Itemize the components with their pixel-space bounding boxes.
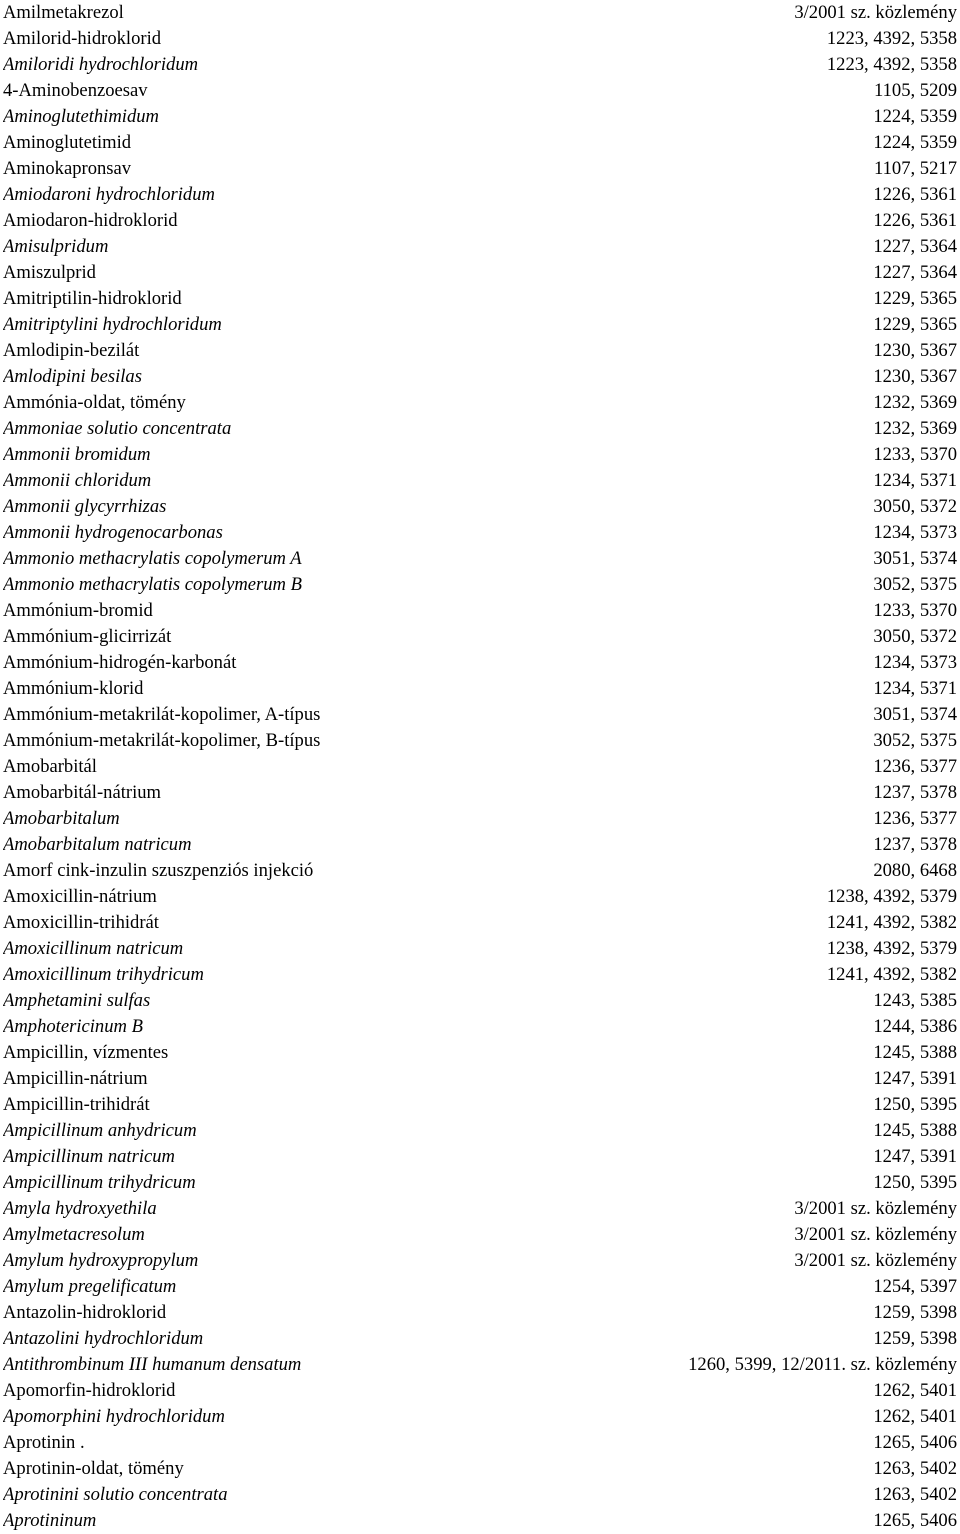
index-entry [3, 650, 957, 676]
index-entry [3, 884, 957, 910]
entry-page-refs: 1226, 5361 [873, 184, 957, 205]
index-entry [3, 754, 957, 780]
index-entry [3, 1118, 957, 1144]
index-entry [3, 1274, 957, 1300]
entry-term: Amlodipin-bezilát [3, 340, 140, 361]
entry-page-refs: 1238, 4392, 5379 [826, 886, 957, 907]
index-entry [3, 780, 957, 806]
index-entry [3, 1378, 957, 1404]
entry-page-refs: 1245, 5388 [873, 1120, 957, 1141]
entry-term: Aminoglutethimidum [3, 106, 159, 127]
entry-term: Aminoglutetimid [3, 132, 132, 153]
entry-page-refs: 1259, 5398 [873, 1302, 957, 1323]
entry-page-refs: 3/2001 sz. közlemény [794, 1224, 957, 1245]
entry-term: Ammónium-hidrogén-karbonát [3, 652, 237, 673]
entry-term: Amphetamini sulfas [3, 990, 151, 1011]
index-entry [3, 546, 957, 572]
entry-term: Amlodipini besilas [3, 366, 142, 387]
index-entry [3, 624, 957, 650]
entry-term: Amitriptilin-hidroklorid [3, 288, 182, 309]
index-entry [3, 1040, 957, 1066]
entry-term: Ammonii hydrogenocarbonas [3, 522, 223, 543]
entry-term: Amobarbitál [3, 756, 97, 777]
index-entry [3, 26, 957, 52]
index-entry [3, 286, 957, 312]
entry-page-refs: 1223, 4392, 5358 [826, 54, 957, 75]
entry-page-refs: 3050, 5372 [873, 626, 957, 647]
index-entry [3, 1196, 957, 1222]
entry-page-refs: 1234, 5371 [873, 470, 957, 491]
index-entry [3, 312, 957, 338]
index-entry [3, 1248, 957, 1274]
entry-page-refs: 1229, 5365 [873, 314, 957, 335]
entry-term: Amobarbitalum natricum [3, 834, 192, 855]
entry-page-refs: 1237, 5378 [873, 834, 957, 855]
index-entry [3, 1482, 957, 1508]
entry-page-refs: 1229, 5365 [873, 288, 957, 309]
entry-page-refs: 1232, 5369 [873, 392, 957, 413]
entry-term: Ammónium-metakrilát-kopolimer, A-típus [3, 704, 321, 725]
entry-term: Ampicillinum anhydricum [3, 1120, 197, 1141]
entry-term: Amobarbitál-nátrium [3, 782, 162, 803]
entry-page-refs: 1244, 5386 [873, 1016, 957, 1037]
entry-page-refs: 1250, 5395 [873, 1094, 957, 1115]
entry-term: Amylum hydroxypropylum [3, 1250, 199, 1271]
index-entry [3, 1092, 957, 1118]
index-entry [3, 858, 957, 884]
index-entry [3, 832, 957, 858]
index-entry [3, 416, 957, 442]
entry-term: Antazolin-hidroklorid [3, 1302, 167, 1323]
entry-page-refs: 1247, 5391 [873, 1068, 957, 1089]
index-entry [3, 988, 957, 1014]
index-entry [3, 468, 957, 494]
entry-page-refs: 3/2001 sz. közlemény [794, 1198, 957, 1219]
index-entry [3, 676, 957, 702]
entry-term: Amyla hydroxyethila [3, 1198, 157, 1219]
entry-term: Apomorfin-hidroklorid [3, 1380, 176, 1401]
entry-term: Amorf cink-inzulin szuszpenziós injekció [3, 860, 314, 881]
entry-page-refs: 1243, 5385 [873, 990, 957, 1011]
index-entry [3, 936, 957, 962]
entry-term: Amoxicillinum trihydricum [3, 964, 204, 985]
index-entry [3, 338, 957, 364]
entry-page-refs: 1234, 5373 [873, 522, 957, 543]
entry-page-refs: 1234, 5373 [873, 652, 957, 673]
entry-page-refs: 1226, 5361 [873, 210, 957, 231]
entry-term: Ampicillinum natricum [3, 1146, 175, 1167]
index-entry [3, 1404, 957, 1430]
index-entry [3, 130, 957, 156]
entry-page-refs: 1224, 5359 [873, 106, 957, 127]
entry-term: Ampicillin-trihidrát [3, 1094, 150, 1115]
entry-page-refs: 1236, 5377 [873, 756, 957, 777]
index-entry [3, 1066, 957, 1092]
entry-term: Ammónium-bromid [3, 600, 153, 621]
drug-index-list [3, 0, 957, 1534]
index-entry [3, 0, 957, 26]
index-entry [3, 1300, 957, 1326]
entry-term: Ammonio methacrylatis copolymerum A [3, 548, 302, 569]
entry-term: Amoxicillin-nátrium [3, 886, 157, 907]
entry-term: Amiodaron-hidroklorid [3, 210, 178, 231]
index-entry [3, 182, 957, 208]
entry-page-refs: 2080, 6468 [873, 860, 957, 881]
entry-term: Aprotinin-oldat, tömény [3, 1458, 184, 1479]
entry-page-refs: 1233, 5370 [873, 444, 957, 465]
entry-page-refs: 3/2001 sz. közlemény [794, 1250, 957, 1271]
entry-term: Amilorid-hidroklorid [3, 28, 162, 49]
index-entry [3, 806, 957, 832]
index-entry [3, 260, 957, 286]
entry-term: Ammoniae solutio concentrata [3, 418, 232, 439]
entry-page-refs: 1234, 5371 [873, 678, 957, 699]
index-entry [3, 572, 957, 598]
index-entry [3, 598, 957, 624]
entry-term: Ammónium-glicirrizát [3, 626, 172, 647]
entry-term: Aprotininum [3, 1510, 97, 1531]
entry-term: Ampicillin-nátrium [3, 1068, 148, 1089]
entry-page-refs: 1254, 5397 [873, 1276, 957, 1297]
entry-page-refs: 3052, 5375 [873, 730, 957, 751]
entry-page-refs: 1237, 5378 [873, 782, 957, 803]
entry-page-refs: 1241, 4392, 5382 [826, 912, 957, 933]
entry-term: Amisulpridum [3, 236, 109, 257]
entry-term: Aprotinin . [3, 1432, 85, 1453]
entry-page-refs: 1238, 4392, 5379 [826, 938, 957, 959]
entry-term: Ammónia-oldat, tömény [3, 392, 186, 413]
index-entry [3, 442, 957, 468]
index-entry [3, 702, 957, 728]
entry-page-refs: 1245, 5388 [873, 1042, 957, 1063]
entry-term: Ampicillinum trihydricum [3, 1172, 196, 1193]
index-entry [3, 364, 957, 390]
entry-term: Amilmetakrezol [3, 2, 124, 23]
entry-term: Amitriptylini hydrochloridum [3, 314, 222, 335]
entry-page-refs: 1262, 5401 [873, 1380, 957, 1401]
entry-term: Amoxicillinum natricum [3, 938, 184, 959]
entry-page-refs: 1105, 5209 [874, 80, 957, 101]
entry-term: Aminokapronsav [3, 158, 132, 179]
index-entry [3, 390, 957, 416]
index-entry [3, 234, 957, 260]
entry-page-refs: 1247, 5391 [873, 1146, 957, 1167]
index-entry [3, 520, 957, 546]
entry-term: Amiodaroni hydrochloridum [3, 184, 215, 205]
entry-page-refs: 1262, 5401 [873, 1406, 957, 1427]
entry-term: Amiloridi hydrochloridum [3, 54, 199, 75]
index-entry [3, 208, 957, 234]
index-entry [3, 494, 957, 520]
entry-term: Amoxicillin-trihidrát [3, 912, 159, 933]
index-entry [3, 1222, 957, 1248]
entry-page-refs: 1232, 5369 [873, 418, 957, 439]
entry-page-refs: 3/2001 sz. közlemény [794, 2, 957, 23]
index-entry [3, 78, 957, 104]
entry-page-refs: 1241, 4392, 5382 [826, 964, 957, 985]
entry-term: Ammonii bromidum [3, 444, 151, 465]
entry-page-refs: 1227, 5364 [873, 262, 957, 283]
index-entry [3, 1170, 957, 1196]
index-entry [3, 728, 957, 754]
index-entry [3, 1430, 957, 1456]
entry-page-refs: 1259, 5398 [873, 1328, 957, 1349]
entry-page-refs: 3051, 5374 [873, 704, 957, 725]
entry-page-refs: 1223, 4392, 5358 [826, 28, 957, 49]
index-entry [3, 1508, 957, 1534]
entry-page-refs: 1233, 5370 [873, 600, 957, 621]
entry-term: Amylum pregelificatum [3, 1276, 177, 1297]
entry-term: Amobarbitalum [3, 808, 120, 829]
index-entry [3, 104, 957, 130]
entry-term: Antazolini hydrochloridum [3, 1328, 204, 1349]
index-entry [3, 1326, 957, 1352]
index-entry [3, 910, 957, 936]
entry-term: Antithrombinum III humanum densatum [3, 1354, 302, 1375]
entry-page-refs: 1250, 5395 [873, 1172, 957, 1193]
entry-term: Ammónium-klorid [3, 678, 144, 699]
entry-term: Amphotericinum B [3, 1016, 143, 1037]
index-entry [3, 156, 957, 182]
index-entry [3, 962, 957, 988]
entry-page-refs: 1224, 5359 [873, 132, 957, 153]
entry-term: Ammonii chloridum [3, 470, 152, 491]
entry-page-refs: 1236, 5377 [873, 808, 957, 829]
entry-page-refs: 1227, 5364 [873, 236, 957, 257]
entry-page-refs: 1263, 5402 [873, 1484, 957, 1505]
entry-term: Ampicillin, vízmentes [3, 1042, 169, 1063]
entry-term: Amiszulprid [3, 262, 96, 283]
entry-page-refs: 1107, 5217 [874, 158, 957, 179]
entry-term: 4-Aminobenzoesav [3, 80, 148, 101]
entry-term: Aprotinini solutio concentrata [3, 1484, 228, 1505]
entry-term: Amylmetacresolum [3, 1224, 145, 1245]
entry-term: Apomorphini hydrochloridum [3, 1406, 225, 1427]
entry-page-refs: 1265, 5406 [873, 1510, 957, 1531]
entry-page-refs: 3050, 5372 [873, 496, 957, 517]
entry-page-refs: 1265, 5406 [873, 1432, 957, 1453]
entry-term: Ammónium-metakrilát-kopolimer, B-típus [3, 730, 321, 751]
index-entry [3, 1144, 957, 1170]
index-entry [3, 52, 957, 78]
index-entry [3, 1352, 957, 1378]
entry-page-refs: 1230, 5367 [873, 366, 957, 387]
entry-page-refs: 1260, 5399, 12/2011. sz. közlemény [688, 1354, 957, 1375]
entry-page-refs: 3051, 5374 [873, 548, 957, 569]
entry-term: Ammonio methacrylatis copolymerum B [3, 574, 302, 595]
entry-page-refs: 3052, 5375 [873, 574, 957, 595]
entry-page-refs: 1263, 5402 [873, 1458, 957, 1479]
index-entry [3, 1456, 957, 1482]
entry-page-refs: 1230, 5367 [873, 340, 957, 361]
entry-term: Ammonii glycyrrhizas [3, 496, 167, 517]
index-entry [3, 1014, 957, 1040]
